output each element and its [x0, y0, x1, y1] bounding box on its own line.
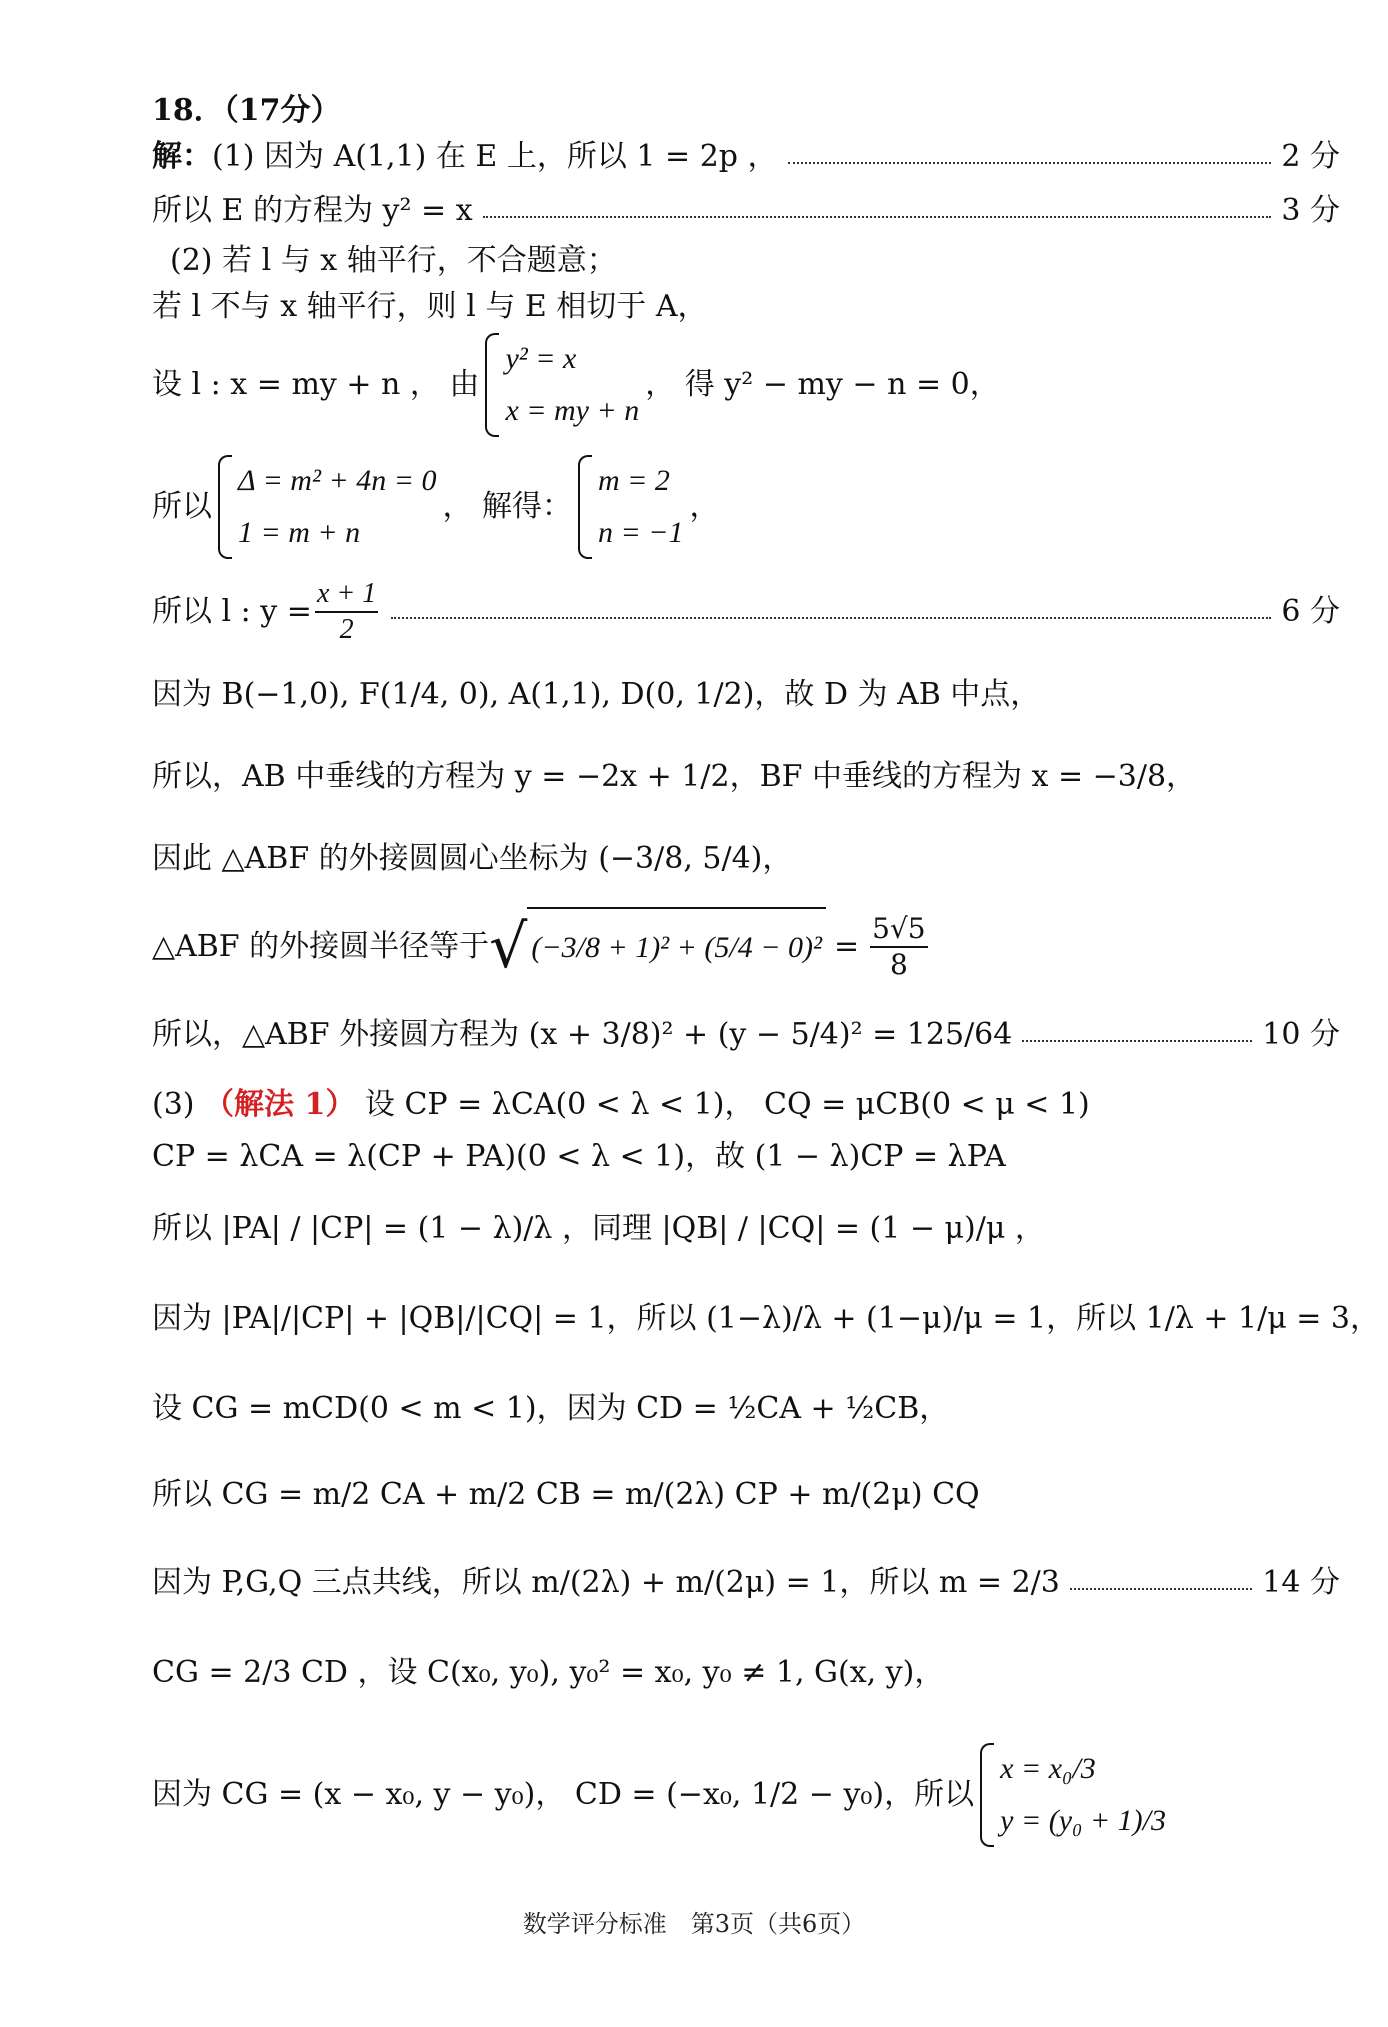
line-solve-system — [152, 452, 1340, 562]
equals: = — [833, 929, 860, 964]
score-6: 6 分 — [1281, 594, 1340, 629]
line-bisectors: 所以，AB 中垂线的方程为 y = −2x + 1/2，BF 中垂线的方程为 x = −3/8， — [152, 759, 1197, 794]
line-circle-equation — [152, 1016, 1340, 1054]
line-sum-ratio: 因为 |PA|/|CP| + |QB|/|CQ| = 1，所以 (1−λ)/λ + (1−μ)/μ = 1，所以 1/λ + 1/μ = 3， — [152, 1301, 1381, 1336]
numerator: 5√5 — [870, 912, 927, 948]
line-part1-intro — [152, 138, 1340, 176]
denominator: 2 — [339, 614, 354, 645]
comma: ， — [689, 489, 720, 524]
dot-leader — [1070, 1588, 1252, 1590]
system-eq: n = −1 — [598, 516, 684, 549]
l-eq-pre: 所以 l : y = — [152, 594, 312, 629]
score-10: 10 分 — [1262, 1017, 1340, 1052]
sqrt: √ (−3/8 + 1)² + (5/4 − 0)² — [489, 907, 826, 987]
equation-e-text: 所以 E 的方程为 y² = x — [152, 193, 473, 228]
dot-leader — [483, 216, 1272, 218]
solve-label: ， 解得： — [442, 489, 573, 524]
system-brace-4 — [980, 1743, 1166, 1847]
problem-title: 18．（17分） — [152, 93, 341, 128]
line-part2-case2: 若 l 不与 x 轴平行，则 l 与 E 相切于 A， — [152, 289, 708, 324]
score-3: 3 分 — [1281, 193, 1340, 228]
dot-leader — [788, 162, 1272, 164]
part3-text: 设 CP = λCA(0 < λ < 1)， CQ = μCB(0 < μ < 1) — [364, 1087, 1090, 1122]
dot-leader — [1022, 1040, 1252, 1042]
line-points: 因为 B(−1,0), F(1/4, 0), A(1,1), D(0, 1/2)，故 D 为 AB 中点， — [152, 677, 1041, 712]
set-l-text: 设 l : x = my + n ， 由 — [152, 367, 480, 402]
fraction — [870, 912, 927, 982]
line-circumcenter: 因此 △ABF 的外接圆圆心坐标为 (−3/8, 5/4)， — [152, 841, 793, 876]
line-ratio: 所以 |PA| / |CP| = (1 − λ)/λ ，同理 |QB| / |CQ| = (1 − μ)/μ ， — [152, 1211, 1045, 1246]
set-l-result: ， 得 y² − my − n = 0， — [645, 367, 1000, 402]
system-eq: y = (y₀ + 1)/3 — [1000, 1804, 1167, 1837]
dot-leader — [391, 617, 1271, 619]
system-eq: m = 2 — [598, 464, 670, 497]
line-radius — [152, 904, 1340, 990]
circle-eq-text: 所以，△ABF 外接圆方程为 (x + 3/8)² + (y − 5/4)² = 125/64 — [152, 1017, 1013, 1052]
line-cg-expand: 所以 CG = m/2 CA + m/2 CB = m/(2λ) CP + m/(2μ) CQ — [152, 1477, 980, 1512]
system-brace-1 — [485, 333, 639, 437]
fraction — [315, 577, 378, 647]
part1-text: (1) 因为 A(1,1) 在 E 上，所以 1 = 2p ， — [212, 139, 778, 174]
numerator: x + 1 — [315, 577, 378, 613]
part3-label: (3) — [152, 1087, 195, 1122]
line-set-cg: 设 CG = mCD(0 < m < 1)，因为 CD = ½CA + ½CB， — [152, 1391, 950, 1426]
line-collinear — [152, 1564, 1340, 1602]
line-set-c: CG = 2/3 CD ，设 C(x₀, y₀), y₀² = x₀, y₀ ≠ 1, G(x, y)， — [152, 1655, 945, 1690]
line-part3-intro — [152, 1086, 1340, 1124]
line-part2-case1: (2) 若 l 与 x 轴平行，不合题意； — [170, 243, 617, 278]
solution-label: 解： — [152, 139, 212, 174]
score-2: 2 分 — [1281, 139, 1340, 174]
so-label: 所以 — [152, 489, 212, 524]
line-set-l — [152, 330, 1340, 440]
collinear-text: 因为 P,G,Q 三点共线，所以 m/(2λ) + m/(2μ) = 1，所以 m = 2/3 — [152, 1565, 1060, 1600]
cg-coords-text: 因为 CG = (x − x₀, y − y₀)， CD = (−x₀, 1/2 − y₀)，所以 — [152, 1777, 975, 1812]
score-14: 14 分 — [1262, 1565, 1340, 1600]
radicand: (−3/8 + 1)² + (5/4 − 0)² — [527, 907, 826, 987]
line-l-equation — [152, 572, 1340, 652]
radius-text: △ABF 的外接圆半径等于 — [152, 929, 490, 964]
page-footer: 数学评分标准 第3页（共6页） — [522, 1910, 866, 1938]
line-equation-of-e — [152, 192, 1340, 230]
system-eq: Δ = m² + 4n = 0 — [238, 464, 437, 497]
system-eq: 1 = m + n — [238, 516, 361, 549]
line-cg-coords — [152, 1720, 1340, 1870]
system-eq: y² = x — [505, 342, 577, 375]
system-eq: x = my + n — [505, 394, 640, 427]
line-cp-relation: CP = λCA = λ(CP + PA)(0 < λ < 1)，故 (1 − λ)CP = λPA — [152, 1139, 1006, 1174]
method-label: （解法 1） — [204, 1087, 356, 1122]
system-brace-2 — [218, 455, 436, 559]
denominator: 8 — [889, 948, 908, 981]
system-eq: x = x₀/3 — [1000, 1752, 1096, 1785]
system-brace-3 — [578, 455, 684, 559]
